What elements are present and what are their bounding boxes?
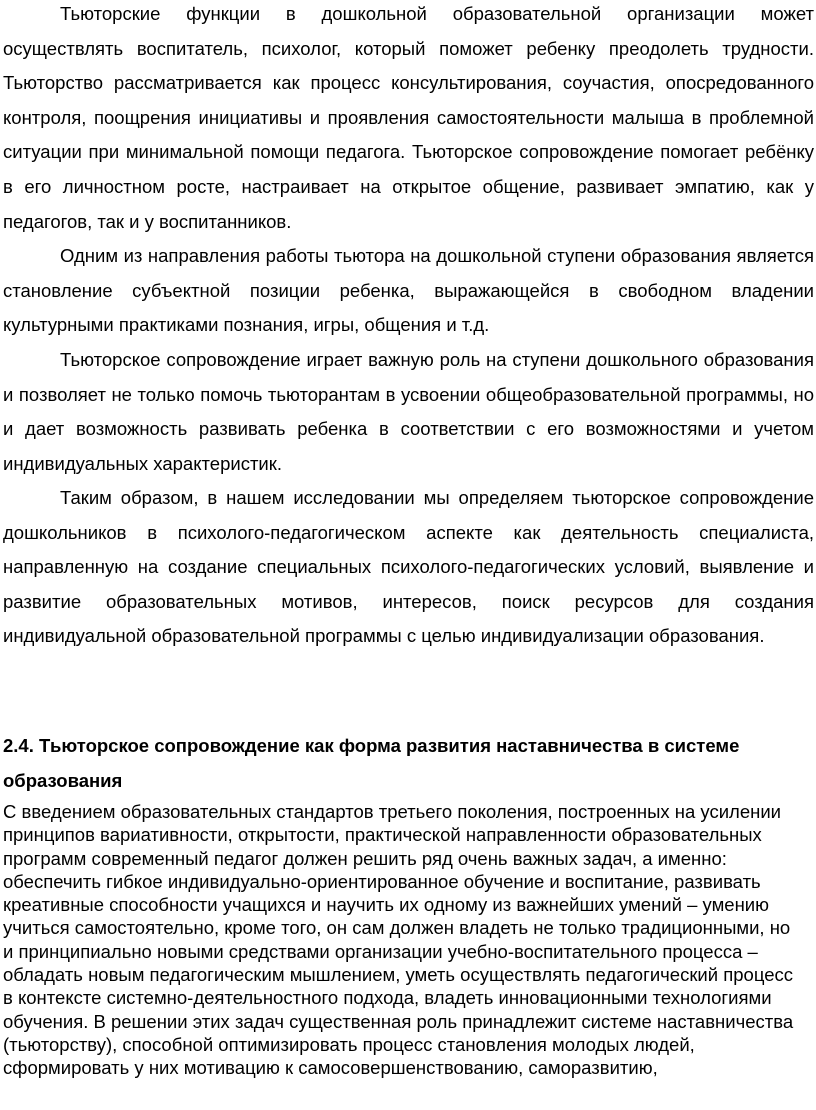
paragraph-1: Тьюторские функции в дошкольной образовательной организации может осуществлять воспитатель, психолог, который поможет ребенку преодолеть трудности. Тьюторство рассматривается как процесс консультирования, соучастия, опосредованного контроля, поощрения инициативы и проявления самостоятельности малыша в проблемной ситуации при минимальной помощи педагога. Тьюторское сопровождение помогает ребёнку в его личностном росте, настраивает на открытое общение, развивает эмпатию, как у педагогов, так и у воспитанников. bbox=[3, 3, 814, 232]
paragraph-4: Таким образом, в нашем исследовании мы определяем тьюторское сопровождение дошкольников в психолого-педагогическом аспекте как деятельность специалиста, направленную на создание специальных психолого-педагогических условий, выявление и развитие образовательных мотивов, интересов, поиск ресурсов для создания индивидуальной образовательной программы с целью индивидуализации образования. bbox=[3, 487, 814, 647]
paragraph-2: Одним из направления работы тьютора на дошкольной ступени образования является становление субъектной позиции ребенка, выражающейся в свободном владении культурными практиками познания, игры, общения и т.д. bbox=[3, 245, 814, 336]
section-body-text: С введением образовательных стандартов третьего поколения, построенных на усилении принципов вариативности, открытости, практической направленности образовательных программ современный педагог должен решить ряд очень важных задач, а именно: обеспечить гибкое индивидуально-ориентированное обучение и воспитание, развивать креативные способности учащихся и научить их одному из важнейших умений – умению учиться самостоятельно, кроме того, он сам должен владеть не только традиционными, но и принципиально новыми средствами организации учебно-воспитательного процесса – обладать новым педагогическим мышлением, уметь осуществлять педагогический процесс в контексте системно-деятельностного подхода, владеть инновационными технологиями обучения. В решении этих задач существенная роль принадлежит системе наставничества (тьюторству), способной оптимизировать процесс становления молодых людей, сформировать у них мотивацию к самосовершенствованию, саморазвитию, bbox=[3, 801, 794, 1079]
section-heading: 2.4. Тьюторское сопровождение как форма развития наставничества в системе образования bbox=[3, 735, 740, 791]
paragraph-3: Тьюторское сопровождение играет важную роль на ступени дошкольного образования и позволяет не только помочь тьюторантам в усвоении общеобразовательной программы, но и дает возможность развивать ребенка в соответствии с его возможностями и учетом индивидуальных характеристик. bbox=[3, 349, 814, 474]
